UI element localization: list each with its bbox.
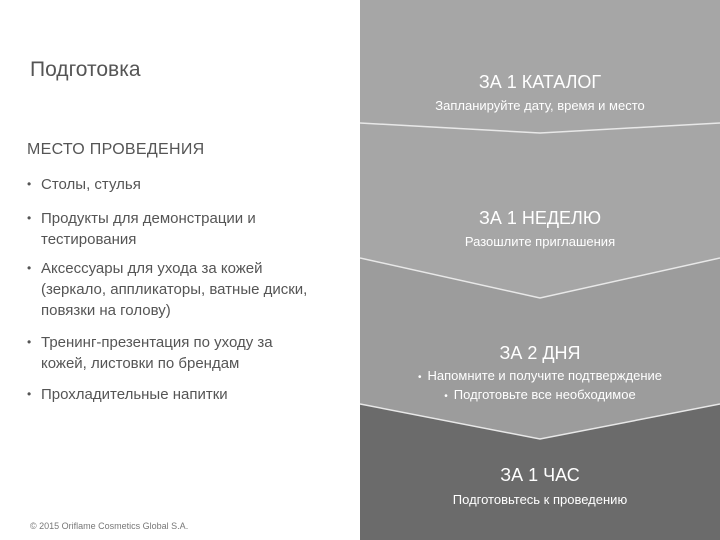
list-item-text: Прохладительные напитки [41, 386, 228, 403]
list-item [27, 208, 317, 250]
step-line: Напомните и получите подтверждение [427, 368, 662, 383]
page-title: Подготовка [30, 58, 141, 81]
bullet-icon: • [444, 391, 448, 402]
step-description: Разошлите приглашения [464, 234, 616, 249]
bullet-icon: • [418, 372, 422, 383]
list-item [27, 384, 317, 405]
list-item-text: Аксессуары для ухода за кожей (зеркало, аппликаторы, ватные диски, повязки на голову) [41, 260, 308, 319]
section-heading: МЕСТО ПРОВЕДЕНИЯ [27, 141, 205, 158]
step-title: ЗА 2 ДНЯ [499, 343, 581, 363]
list-item-text: Продукты для демонстрации и тестирования [41, 210, 256, 248]
bullet-icon: • [27, 261, 32, 275]
bullet-icon: • [27, 211, 32, 225]
step-title: ЗА 1 НЕДЕЛЮ [478, 208, 602, 228]
list-item-text: Столы, стулья [41, 176, 141, 193]
step-description [360, 366, 720, 387]
step-description [360, 385, 720, 406]
copyright-footer: © 2015 Oriflame Cosmetics Global S.A. [30, 521, 189, 531]
step-description: Запланируйте дату, время и место [435, 98, 645, 113]
step-line: Подготовьте все необходимое [453, 387, 636, 402]
bullet-icon: • [27, 177, 32, 191]
step-description: Подготовьтесь к проведению [452, 492, 628, 507]
bullet-icon: • [27, 387, 32, 401]
list-item-text: Тренинг-презентация по уходу за кожей, листовки по брендам [41, 334, 273, 372]
step-title: ЗА 1 КАТАЛОГ [478, 72, 602, 92]
list-item [27, 332, 317, 374]
bullet-icon: • [27, 335, 32, 349]
list-item [27, 174, 317, 195]
step-title: ЗА 1 ЧАС [500, 465, 580, 485]
timeline-panel [360, 0, 720, 540]
list-item [27, 258, 317, 321]
